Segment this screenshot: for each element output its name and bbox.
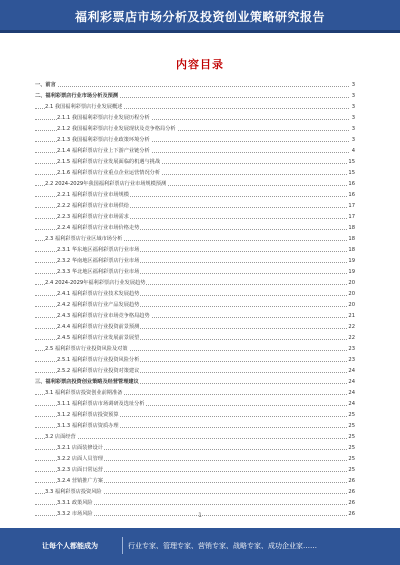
toc-entry-page: 26 bbox=[347, 509, 355, 520]
toc-entry[interactable] bbox=[35, 432, 355, 443]
toc-entry-text: 2.5.1 福利彩票店行业投资风险分析 bbox=[57, 355, 140, 366]
toc-entry[interactable] bbox=[35, 311, 355, 322]
toc-leader-dots bbox=[35, 438, 349, 439]
toc-entry-text: 2.1.5 福利彩票店行业发展面临的机遇与挑战 bbox=[57, 157, 161, 168]
toc-entry[interactable] bbox=[35, 388, 355, 399]
toc-entry-text: 3.1 福利彩票店投资创业前期准备 bbox=[45, 388, 123, 399]
toc-entry[interactable] bbox=[35, 465, 355, 476]
toc-entry-text: 2.4.2 福利彩票店行业产品发展趋势 bbox=[57, 300, 140, 311]
toc-entry[interactable] bbox=[35, 333, 355, 344]
toc-entry[interactable] bbox=[35, 256, 355, 267]
toc-entry-page: 25 bbox=[347, 443, 355, 454]
toc-entry[interactable] bbox=[35, 355, 355, 366]
toc-entry-text: 2.1.1 我国福利彩票店行业发展历程分析 bbox=[57, 113, 151, 124]
toc-entry-page: 26 bbox=[347, 487, 355, 498]
toc-entry-text: 2.1.4 福利彩票店行业上下游产业链分析 bbox=[57, 146, 151, 157]
toc-entry[interactable] bbox=[35, 278, 355, 289]
toc-entry-page: 25 bbox=[347, 454, 355, 465]
toc-entry-text: 2.1 我国福利彩票店行业发展概述 bbox=[45, 102, 123, 113]
toc-entry-page: 23 bbox=[347, 344, 355, 355]
toc-entry-page: 26 bbox=[347, 476, 355, 487]
toc-entry[interactable] bbox=[35, 498, 355, 509]
toc-entry-page: 26 bbox=[347, 498, 355, 509]
toc-entry-text: 2.3 福利彩票店行业区域市场分析 bbox=[45, 234, 123, 245]
toc-entry[interactable] bbox=[35, 146, 355, 157]
toc-entry-page: 23 bbox=[347, 355, 355, 366]
toc-entry-text: 2.4 2024-2029年福利彩票店行业发展趋势 bbox=[45, 278, 146, 289]
toc-entry-page: 20 bbox=[347, 289, 355, 300]
toc-entry[interactable] bbox=[35, 443, 355, 454]
toc-entry[interactable] bbox=[35, 234, 355, 245]
toc-entry-text: 2.5 福利彩票店行业投资风险及对策 bbox=[45, 344, 129, 355]
toc-entry-page: 3 bbox=[351, 124, 355, 135]
toc-entry-text: 2.2.1 福利彩票店行业市场规模 bbox=[57, 190, 130, 201]
toc-entry-text: 3.2.2 店面人员管理 bbox=[57, 454, 104, 465]
toc-entry-page: 25 bbox=[347, 421, 355, 432]
toc-entry-page: 18 bbox=[347, 234, 355, 245]
toc-heading: 内容目录 bbox=[176, 58, 224, 71]
toc-entry-page: 17 bbox=[347, 201, 355, 212]
toc-entry-text: 一、前言 bbox=[35, 80, 57, 91]
toc-entry[interactable] bbox=[35, 91, 355, 102]
toc-entry[interactable] bbox=[35, 190, 355, 201]
footer-roles: 行业专家、管理专家、营销专家、战略专家、成功企业家…… bbox=[128, 542, 317, 550]
toc-entry-page: 3 bbox=[351, 135, 355, 146]
toc-entry[interactable] bbox=[35, 289, 355, 300]
toc-entry[interactable] bbox=[35, 421, 355, 432]
toc-entry-text: 3.2 店面经营 bbox=[45, 432, 77, 443]
toc-entry-text: 2.3.2 华南地区福利彩票店行业市场 bbox=[57, 256, 140, 267]
toc-entry-text: 3.1.1 福利彩票店市场调研及选址分析 bbox=[57, 399, 145, 410]
toc-entry-text: 3.3.1 政策风险 bbox=[57, 498, 94, 509]
toc-entry-page: 16 bbox=[347, 190, 355, 201]
report-footer bbox=[0, 528, 400, 565]
toc-entry-text: 3.2.4 营销推广方案 bbox=[57, 476, 104, 487]
toc-entry[interactable] bbox=[35, 157, 355, 168]
toc-entry-text: 2.3.1 华东地区福利彩票店行业市场 bbox=[57, 245, 140, 256]
toc-entry-page: 25 bbox=[347, 410, 355, 421]
toc-entry[interactable] bbox=[35, 399, 355, 410]
toc-entry-page: 22 bbox=[347, 322, 355, 333]
toc-entry-text: 2.5.2 福利彩票店行业投资对策建议 bbox=[57, 366, 140, 377]
toc-entry-page: 21 bbox=[347, 311, 355, 322]
toc-entry-text: 3.3 福利彩票店投资风险 bbox=[45, 487, 103, 498]
toc-entry-page: 17 bbox=[347, 212, 355, 223]
toc-entry-text: 2.4.1 福利彩票店行业技术发展趋势 bbox=[57, 289, 140, 300]
toc-entry-page: 18 bbox=[347, 223, 355, 234]
toc-entry-text: 2.2.3 福利彩票店行业市场需求 bbox=[57, 212, 130, 223]
toc-entry[interactable] bbox=[35, 377, 355, 388]
toc-entry-page: 20 bbox=[347, 300, 355, 311]
toc-entry-page: 22 bbox=[347, 333, 355, 344]
toc-entry-page: 24 bbox=[347, 377, 355, 388]
toc-entry-page: 15 bbox=[347, 168, 355, 179]
toc-entry[interactable] bbox=[35, 487, 355, 498]
toc-entry-page: 4 bbox=[351, 146, 355, 157]
toc-entry-text: 二、福利彩票店行业市场分析及预测 bbox=[35, 91, 119, 102]
toc-entry[interactable] bbox=[35, 168, 355, 179]
toc-entry-page: 20 bbox=[347, 278, 355, 289]
page-number: 1 bbox=[198, 512, 202, 519]
toc-entry-text: 2.4.5 福利彩票店行业发展前景展望 bbox=[57, 333, 140, 344]
toc-entry-text: 3.2.3 店面日常运营 bbox=[57, 465, 104, 476]
toc-entry[interactable] bbox=[35, 179, 355, 190]
toc-entry-page: 24 bbox=[347, 388, 355, 399]
header-stripe bbox=[0, 30, 400, 33]
toc-entry[interactable] bbox=[35, 366, 355, 377]
toc-entry-page: 16 bbox=[347, 179, 355, 190]
toc-entry[interactable] bbox=[35, 410, 355, 421]
toc-entry-text: 3.2.1 店面装修设计 bbox=[57, 443, 104, 454]
toc-entry-text: 2.2.2 福利彩票店行业市场供给 bbox=[57, 201, 130, 212]
toc-entry-text: 2.1.2 我国福利彩票店行业发展现状及竞争格局分析 bbox=[57, 124, 177, 135]
toc-leader-dots bbox=[35, 86, 349, 87]
toc-entry-page: 15 bbox=[347, 157, 355, 168]
toc-entry[interactable] bbox=[35, 267, 355, 278]
toc-entry[interactable] bbox=[35, 223, 355, 234]
toc-entry[interactable] bbox=[35, 322, 355, 333]
toc-entry-page: 24 bbox=[347, 366, 355, 377]
toc-entry-text: 3.1.2 福利彩票店投资预算 bbox=[57, 410, 120, 421]
toc-entry-text: 2.2 2024-2029年我国福利彩票店行业市场规模预测 bbox=[45, 179, 167, 190]
toc-entry-text: 三、福利彩票店投资创业策略及经营管理建议 bbox=[35, 377, 140, 388]
toc-entry-page: 24 bbox=[347, 399, 355, 410]
toc-entry[interactable] bbox=[35, 300, 355, 311]
toc-entry-page: 3 bbox=[351, 113, 355, 124]
toc-entry-text: 2.2.4 福利彩票店行业市场价格走势 bbox=[57, 223, 140, 234]
toc-entry[interactable] bbox=[35, 80, 355, 91]
footer-divider bbox=[122, 537, 123, 554]
toc-entry[interactable] bbox=[35, 113, 355, 124]
toc-entry-page: 19 bbox=[347, 267, 355, 278]
toc-entry[interactable] bbox=[35, 124, 355, 135]
toc-entry[interactable] bbox=[35, 245, 355, 256]
toc-entry-text: 2.1.3 我国福利彩票店行业政策环境分析 bbox=[57, 135, 151, 146]
toc-entry-text: 2.4.3 福利彩票店行业市场竞争格局趋势 bbox=[57, 311, 151, 322]
table-of-contents bbox=[35, 80, 355, 520]
toc-entry-page: 3 bbox=[351, 80, 355, 91]
toc-entry-text: 2.3.3 华北地区福利彩票店行业市场 bbox=[57, 267, 140, 278]
report-title: 福利彩票店市场分析及投资创业策略研究报告 bbox=[74, 10, 325, 24]
toc-entry[interactable] bbox=[35, 344, 355, 355]
footer-slogan: 让每个人都能成为 bbox=[42, 542, 98, 550]
toc-entry-text: 2.1.6 福利彩票店行业重点企业运营情况分析 bbox=[57, 168, 161, 179]
toc-entry-page: 3 bbox=[351, 102, 355, 113]
toc-entry-page: 25 bbox=[347, 465, 355, 476]
report-header bbox=[0, 0, 400, 33]
toc-entry[interactable] bbox=[35, 102, 355, 113]
toc-entry-text: 3.1.3 福利彩票店资质办理 bbox=[57, 421, 120, 432]
toc-entry-page: 19 bbox=[347, 256, 355, 267]
toc-entry[interactable] bbox=[35, 135, 355, 146]
toc-entry[interactable] bbox=[35, 454, 355, 465]
toc-entry[interactable] bbox=[35, 476, 355, 487]
toc-entry-page: 25 bbox=[347, 432, 355, 443]
toc-entry[interactable] bbox=[35, 201, 355, 212]
toc-entry-page: 18 bbox=[347, 245, 355, 256]
toc-entry-text: 2.4.4 福利彩票店行业投资前景预测 bbox=[57, 322, 140, 333]
toc-entry-page: 3 bbox=[351, 91, 355, 102]
toc-entry-text: 3.3.2 市场风险 bbox=[57, 509, 94, 520]
toc-entry[interactable] bbox=[35, 212, 355, 223]
